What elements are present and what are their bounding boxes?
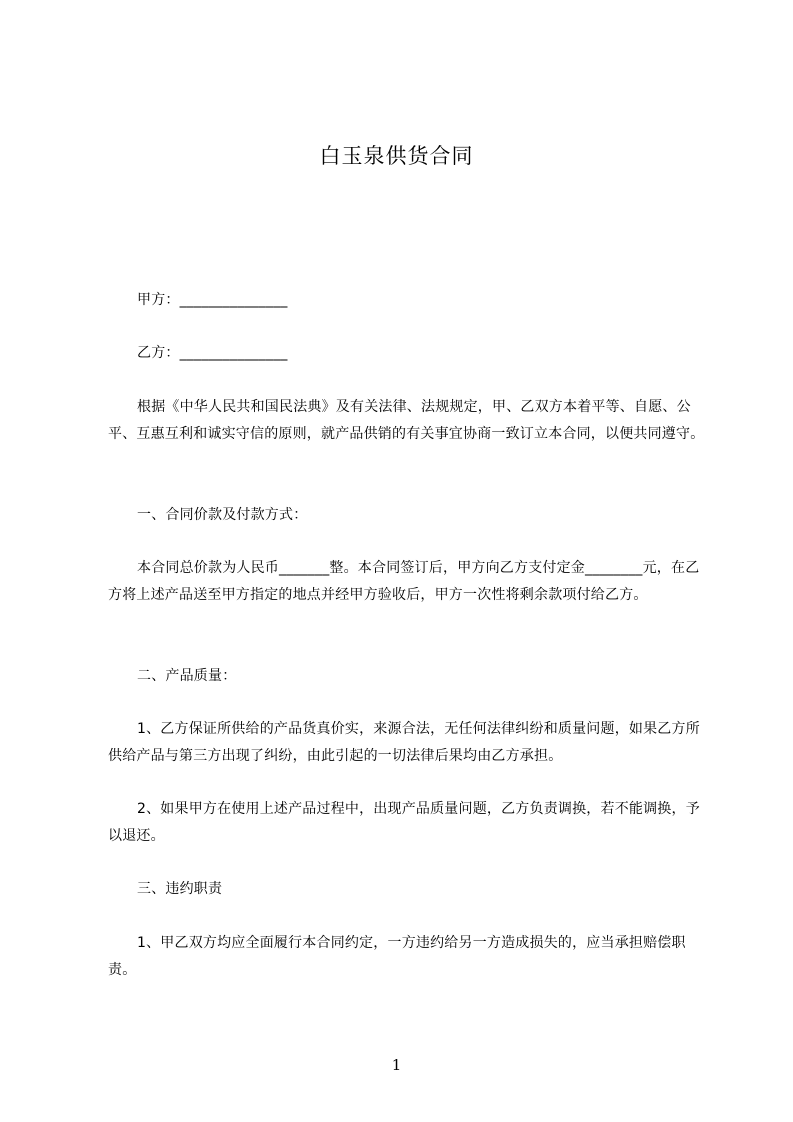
section-2-item-2: 2、如果甲方在使用上述产品过程中，出现产品质量问题，乙方负责调换，若不能调换，予以退还。 <box>108 801 700 844</box>
page-number: 1 <box>391 1056 402 1074</box>
section-1-heading: 一、合同价款及付款方式： <box>137 507 308 523</box>
section-2-item-1: 1、乙方保证所供给的产品货真价实，来源合法，无任何法律纠纷和质量问题，如果乙方所供给产品与第三方出现了纠纷，由此引起的一切法律后果均由乙方承担。 <box>108 721 700 764</box>
section-3-heading: 三、违约职责 <box>137 881 223 897</box>
party-a-line: 甲方：_______________ <box>137 292 288 308</box>
intro-paragraph: 根据《中华人民共和国民法典》及有关法律、法规规定，甲、乙双方本着平等、自愿、公平、互惠互利和诚实守信的原则，就产品供销的有关事宜协商一致订立本合同，以便共同遵守。 <box>108 399 705 442</box>
section-3-item-1: 1、甲乙双方均应全面履行本合同约定，一方违约给另一方造成损失的，应当承担赔偿职责。 <box>108 935 686 978</box>
section-1-text: 本合同总价款为人民币_______整。本合同签订后，甲方向乙方支付定金________元，在乙方将上述产品送至甲方指定的地点并经甲方验收后，甲方一次性将剩余款项付给乙方。 <box>108 560 700 603</box>
section-2-heading: 二、产品质量： <box>137 668 237 684</box>
party-b-line: 乙方：_______________ <box>137 345 288 361</box>
document-title: 白玉泉供货合同 <box>319 144 474 168</box>
